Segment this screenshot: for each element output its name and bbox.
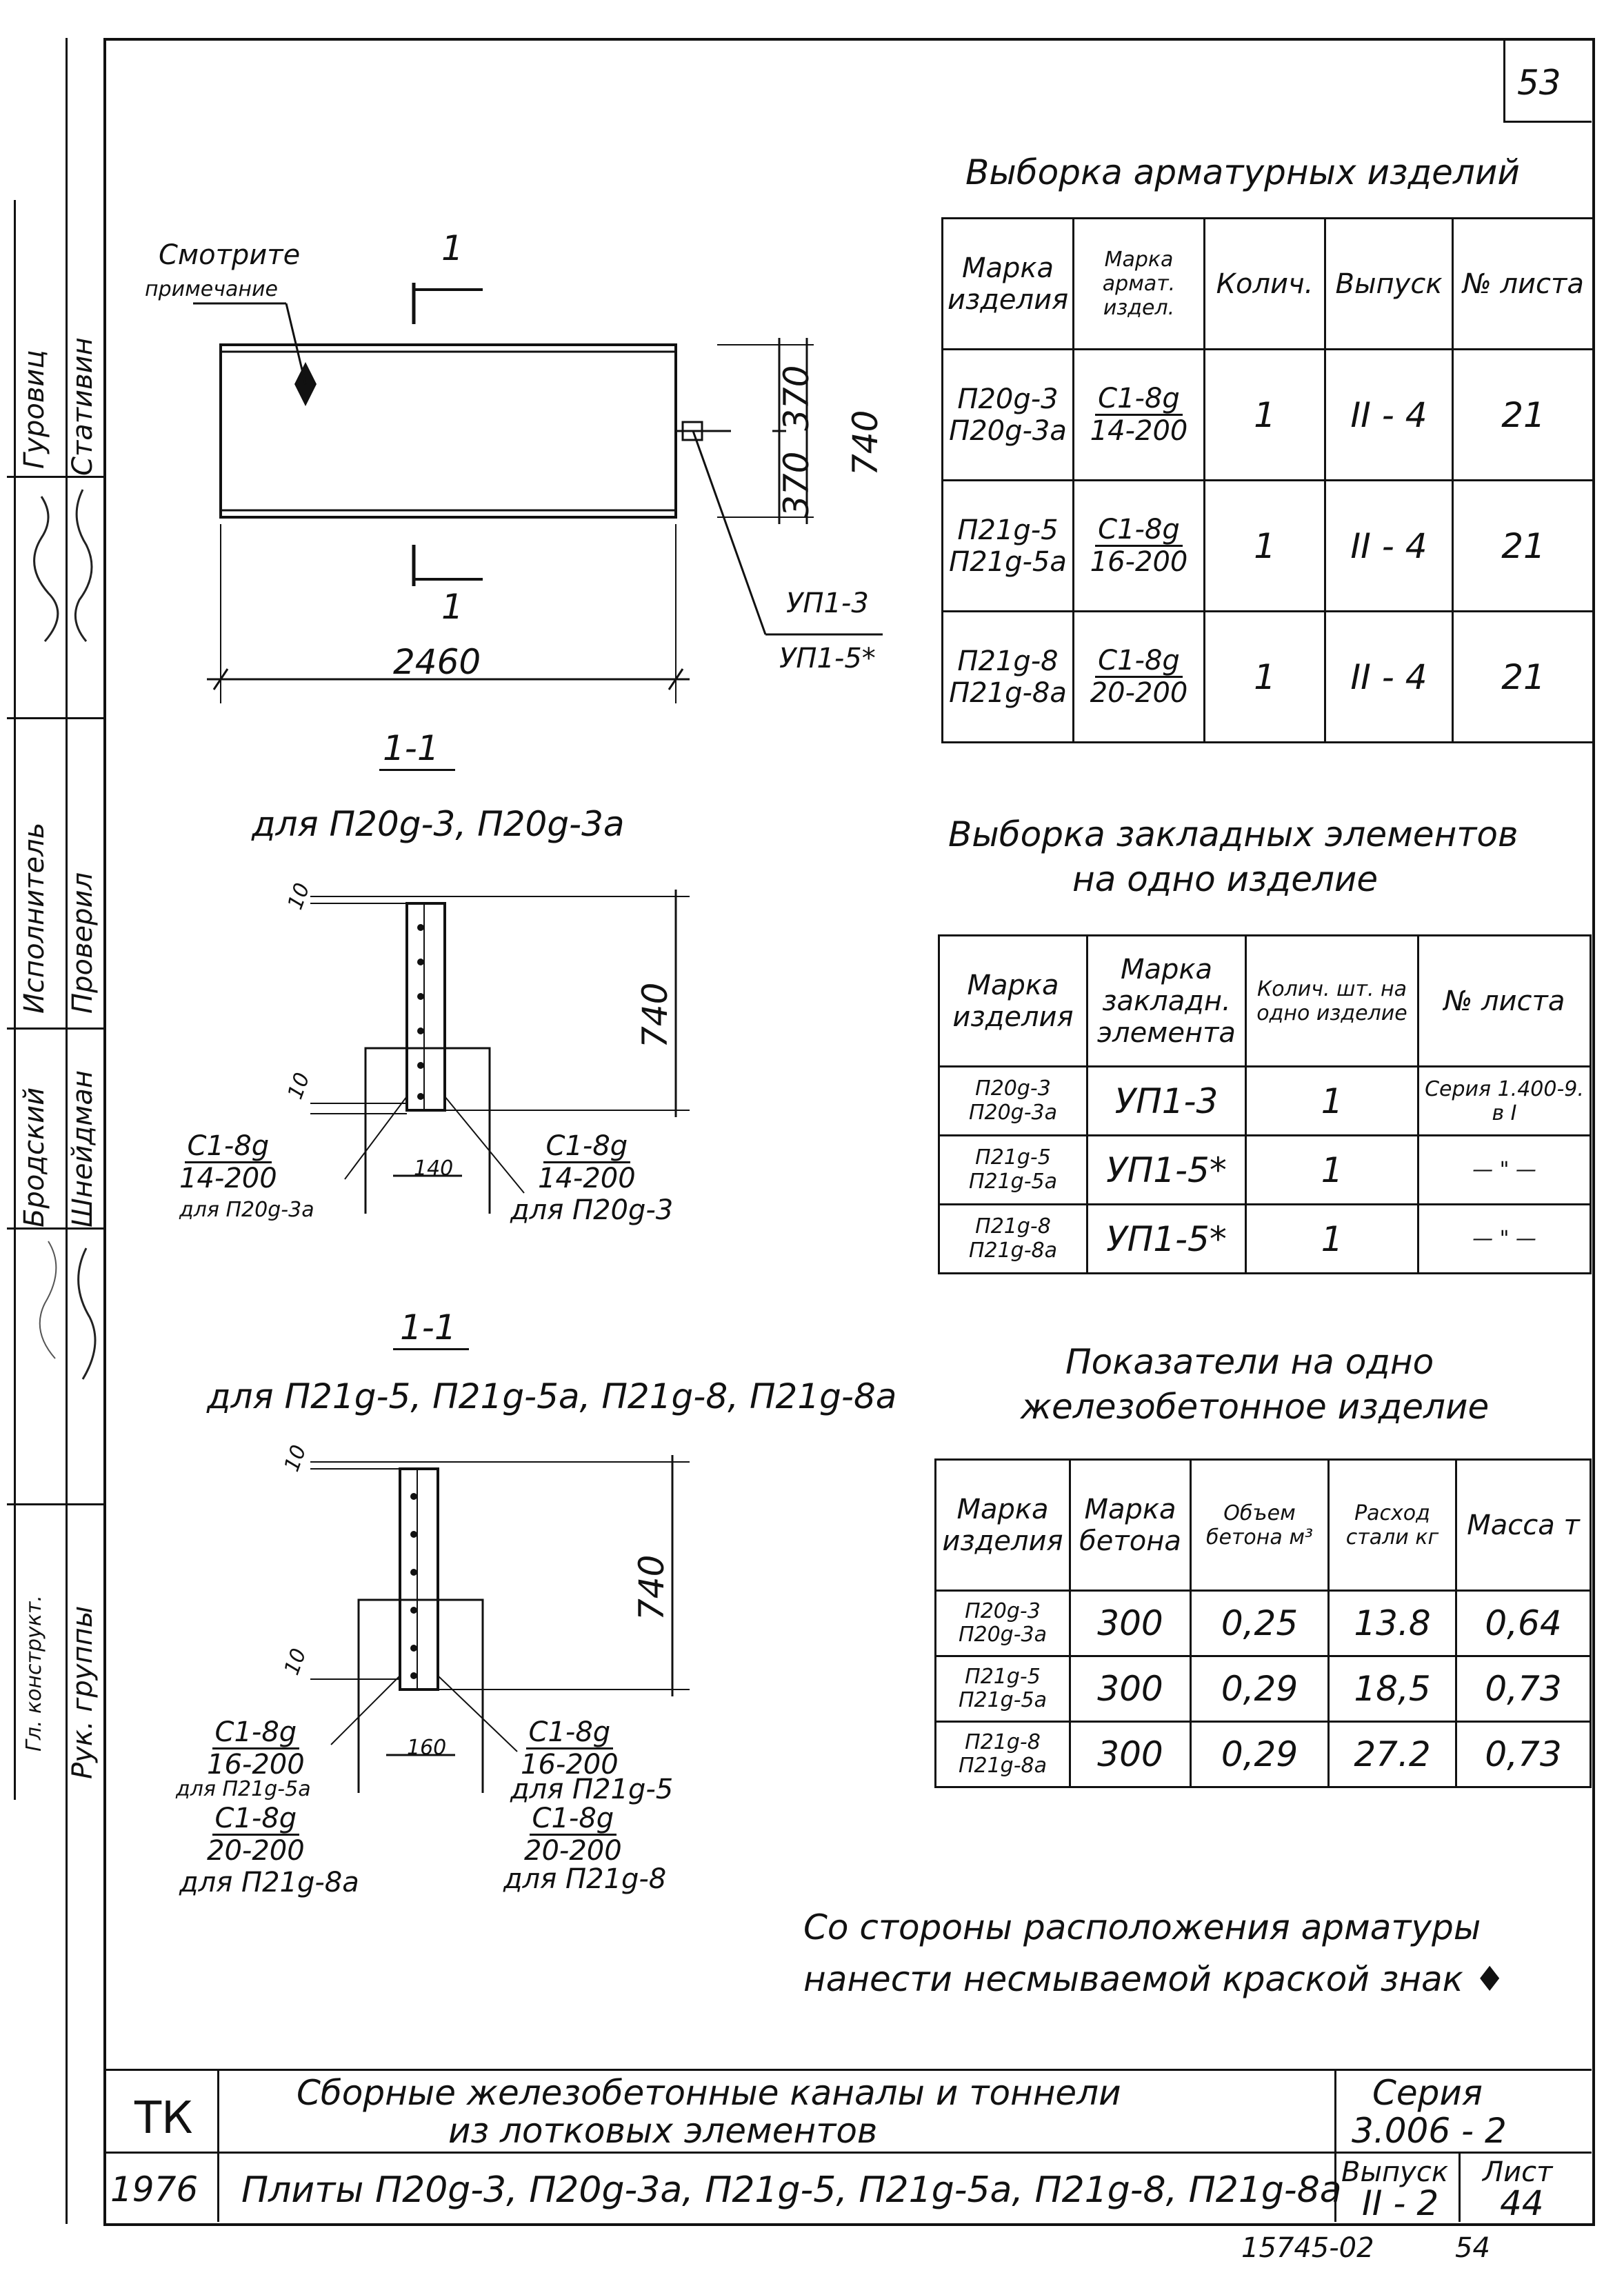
table3-header-volume: Объем бетона м³ <box>1191 1460 1329 1591</box>
table2-row: П20g-3 П20g-3а УП1-3 1 Серия 1.400-9. в I <box>939 1067 1591 1136</box>
table2-title-1: Выборка закладных элементов <box>948 814 1518 854</box>
stamp-ruk-gruppy: Рук. группы <box>67 1605 99 1779</box>
plan-note-label-1: Смотрите <box>159 239 301 271</box>
page-number-top: 53 <box>1517 63 1561 103</box>
section1-right-label: С1-8g 14-200 <box>538 1130 636 1194</box>
title-block-title-2: из лотковых элементов <box>448 2111 878 2151</box>
section2-right-for-2: для П21g-8 <box>503 1863 667 1895</box>
section2-left-label-1: С1-8g 16-200 <box>207 1716 305 1781</box>
signatures <box>14 483 103 1517</box>
title-block-drawing-title: Плиты П20g-3, П20g-3а, П21g-5, П21g-5а, П21g-8, П21g-8а <box>241 2169 1342 2211</box>
stamp-ispolnitel: Исполнитель <box>19 822 50 1014</box>
table2-header-qty: Колич. шт. на одно изделие <box>1246 936 1419 1067</box>
section1-dim-10-bottom: 10 <box>283 1069 315 1103</box>
note-line-1: Со стороны расположения арматуры <box>803 1907 1481 1947</box>
page-number-bottom: 54 <box>1455 2232 1490 2264</box>
table3-header-mass: Масса т <box>1456 1460 1591 1591</box>
title-block-sheet-label: Лист <box>1483 2156 1553 2188</box>
title-block-issue-value: II - 2 <box>1362 2183 1439 2223</box>
title-block-title-1: Сборные железобетонные каналы и тоннели <box>297 2073 1121 2113</box>
plan-dim-370-b: 370 <box>776 451 816 517</box>
table3-row: П21g-5 П21g-5а 300 0,29 18,5 0,73 <box>936 1656 1591 1722</box>
table3-title-2: железобетонное изделие <box>1021 1387 1490 1427</box>
plan-embed-label-1: УП1-3 <box>786 588 869 619</box>
stamp-proveril: Проверил <box>67 872 99 1014</box>
table1-header-issue: Выпуск <box>1325 219 1453 350</box>
table2-header-element: Марка закладн. элемента <box>1087 936 1246 1067</box>
title-block-sheet-value: 44 <box>1500 2183 1544 2223</box>
table3-row: П20g-3 П20g-3а 300 0,25 13.8 0,64 <box>936 1591 1591 1656</box>
plan-dim-370-a: 370 <box>776 365 816 431</box>
section2-dim-10-bottom: 10 <box>279 1645 312 1678</box>
table1-header-qty: Колич. <box>1205 219 1325 350</box>
table2-row: П21g-5 П21g-5а УП1-5* 1 — " — <box>939 1136 1591 1205</box>
table3 <box>934 1458 1592 1788</box>
archive-number: 15745-02 <box>1241 2232 1374 2264</box>
plan-note-label-2: примечание <box>145 277 278 301</box>
table1-title: Выборка арматурных изделий <box>965 152 1520 192</box>
section2-title: 1-1 <box>400 1307 457 1347</box>
stamp-guroviz: Гуровиц <box>19 350 50 469</box>
title-block-series-value: 3.006 - 2 <box>1352 2111 1507 2151</box>
section2-right-label-2: С1-8g 20-200 <box>524 1803 622 1867</box>
section1-dim-140: 140 <box>414 1156 454 1181</box>
table3-header-steel: Расход стали кг <box>1329 1460 1456 1591</box>
section1-left-for: для П20g-3а <box>179 1198 314 1222</box>
plan-dim-740: 740 <box>845 410 885 476</box>
section2-right-label-1: С1-8g 16-200 <box>521 1716 619 1781</box>
table1-header-mark: Марка изделия <box>943 219 1074 350</box>
title-block-issue-label: Выпуск <box>1341 2156 1448 2188</box>
title-block-top-line <box>103 2069 1592 2071</box>
section2-right-for-1: для П21g-5 <box>510 1774 674 1805</box>
section2-left-label-2: С1-8g 20-200 <box>207 1803 305 1867</box>
slab-outline <box>221 345 676 517</box>
table2-row: П21g-8 П21g-8а УП1-5* 1 — " — <box>939 1205 1591 1274</box>
table1-row: П21g-8 П21g-8а С1-8g 20-200 1 II - 4 21 <box>943 612 1594 743</box>
section1-right-for: для П20g-3 <box>510 1194 674 1226</box>
table3-title-1: Показатели на одно <box>1065 1342 1434 1382</box>
section-mark-top: 1 <box>441 228 463 268</box>
section2-dim-10-top: 10 <box>279 1441 312 1475</box>
section2-left-for-1: для П21g-5а <box>176 1777 311 1801</box>
section1-dim-740: 740 <box>635 982 675 1048</box>
section1-dim-10-top: 10 <box>283 879 315 913</box>
table1-header-sheet: № листа <box>1453 219 1594 350</box>
table2 <box>938 934 1592 1274</box>
table2-header-mark: Марка изделия <box>939 936 1087 1067</box>
table1-row: П20g-3 П20g-3а С1-8g 14-200 1 II - 4 21 <box>943 350 1594 481</box>
stamp-shneidman: Шнейдман <box>67 1070 99 1227</box>
section2-subtitle: для П21g-5, П21g-5а, П21g-8, П21g-8а <box>207 1376 897 1416</box>
table3-header-mark: Марка изделия <box>936 1460 1070 1591</box>
section1-title: 1-1 <box>383 728 439 768</box>
title-block-org: ТК <box>134 2093 193 2144</box>
table3-header-concrete: Марка бетона <box>1070 1460 1191 1591</box>
table3-row: П21g-8 П21g-8а 300 0,29 27.2 0,73 <box>936 1722 1591 1787</box>
title-block-year: 1976 <box>110 2169 199 2209</box>
plan-width-dim: 2460 <box>393 642 481 682</box>
stamp-brodsky: Бродский <box>19 1087 50 1227</box>
section1-left-label: С1-8g 14-200 <box>179 1130 277 1194</box>
table1-row: П21g-5 П21g-5а С1-8g 16-200 1 II - 4 21 <box>943 481 1594 612</box>
section2-left-for-2: для П21g-8а <box>179 1867 359 1898</box>
table1-header-arm: Марка армат. издел. <box>1074 219 1205 350</box>
section-mark-bottom: 1 <box>441 587 463 627</box>
stamp-gl-konstr: Гл. конструкт. <box>22 1595 46 1752</box>
table2-header-sheet: № листа <box>1419 936 1591 1067</box>
section2-dim-740: 740 <box>632 1554 672 1621</box>
table1 <box>941 217 1595 743</box>
table2-title-2: на одно изделие <box>1072 859 1379 899</box>
section2-dim-160: 160 <box>407 1736 447 1760</box>
section1-subtitle: для П20g-3, П20g-3а <box>252 804 625 844</box>
note-line-2: нанести несмываемой краской знак ♦ <box>803 1959 1505 1999</box>
stamp-stativin: Стативин <box>67 337 99 476</box>
plan-embed-label-2: УП1-5* <box>779 643 876 674</box>
title-block-series-label: Серия <box>1372 2073 1483 2113</box>
